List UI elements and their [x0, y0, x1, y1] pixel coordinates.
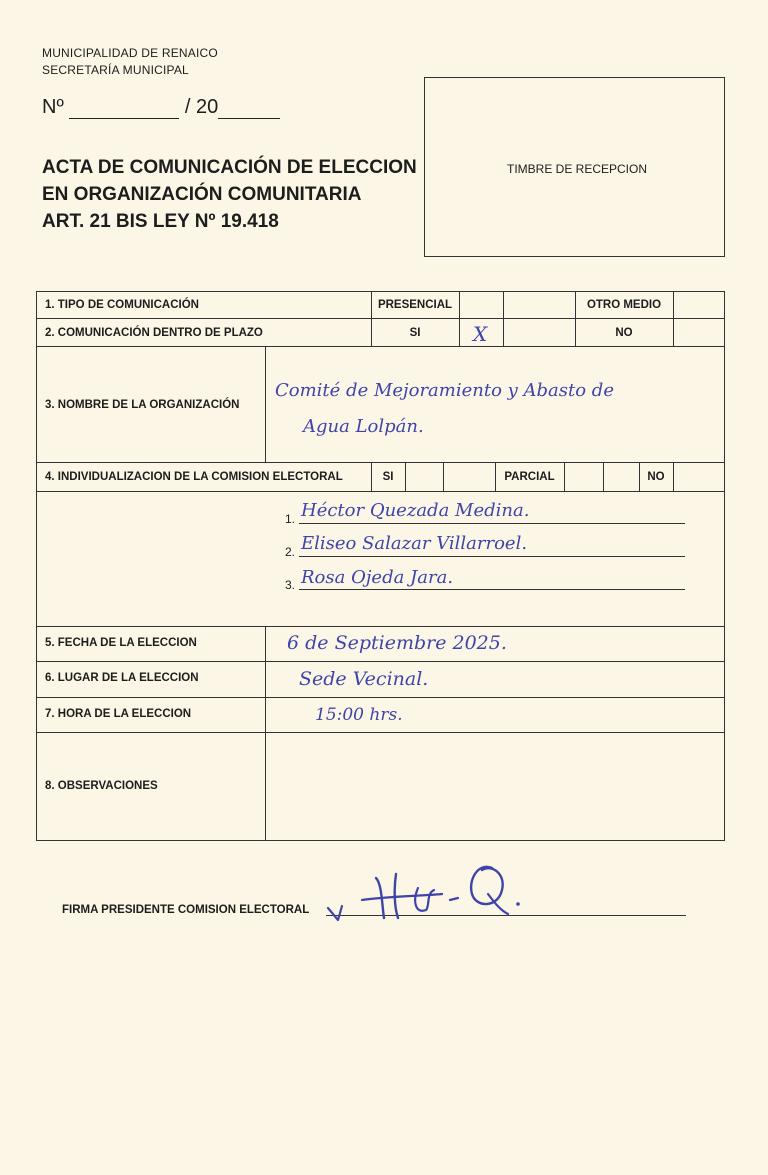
col-divider — [265, 346, 266, 462]
label-organization-name: 3. NOMBRE DE LA ORGANIZACIÓN — [45, 399, 240, 411]
option-presencial: PRESENCIAL — [377, 299, 453, 311]
stamp-label: TIMBRE DE RECEPCION — [507, 162, 648, 176]
row-divider — [37, 346, 724, 347]
member-number: 3. — [285, 578, 296, 592]
handwritten-election-place: Sede Vecinal. — [299, 668, 429, 690]
row-divider — [37, 491, 724, 492]
member-line — [299, 523, 685, 524]
title-line-1: ACTA DE COMUNICACIÓN DE ELECCION — [42, 157, 417, 178]
handwritten-election-date: 6 de Septiembre 2025. — [287, 632, 507, 654]
label-observations: 8. OBSERVACIONES — [45, 780, 158, 792]
col-divider — [673, 292, 674, 346]
label-within-deadline: 2. COMUNICACIÓN DENTRO DE PLAZO — [45, 327, 263, 339]
option-si: SI — [382, 471, 394, 483]
year-separator: / 20 — [184, 96, 219, 118]
option-no: NO — [615, 327, 633, 339]
member-number: 1. — [285, 512, 296, 526]
title-line-3: ART. 21 BIS LEY Nº 19.418 — [42, 211, 279, 232]
label-election-time: 7. HORA DE LA ELECCION — [45, 708, 192, 720]
row-divider — [37, 697, 724, 698]
number-blank — [69, 100, 179, 119]
municipality-name: MUNICIPALIDAD DE RENAICO — [42, 46, 218, 60]
election-form-table — [36, 291, 725, 841]
label-election-date: 5. FECHA DE LA ELECCION — [45, 637, 197, 649]
row-divider — [37, 661, 724, 662]
handwritten-election-time: 15:00 hrs. — [315, 705, 403, 725]
member-line — [299, 556, 685, 557]
row-divider — [37, 318, 724, 319]
reception-stamp-box — [424, 77, 725, 257]
option-si: SI — [409, 327, 421, 339]
signature-label: FIRMA PRESIDENTE COMISION ELECTORAL — [62, 904, 310, 916]
row-divider — [37, 732, 724, 733]
label-communication-type: 1. TIPO DE COMUNICACIÓN — [45, 299, 199, 311]
col-divider — [603, 462, 604, 491]
handwritten-member-name: Héctor Quezada Medina. — [301, 500, 530, 521]
department-name: SECRETARÍA MUNICIPAL — [42, 63, 189, 77]
col-divider — [673, 462, 674, 491]
member-number: 2. — [285, 545, 296, 559]
document-title — [42, 154, 417, 235]
handwritten-organization-name: Comité de Mejoramiento y Abasto de — [275, 380, 614, 401]
handwritten-member-name: Rosa Ojeda Jara. — [301, 567, 454, 588]
col-divider — [564, 462, 565, 491]
row-divider — [37, 462, 724, 463]
label-electoral-commission: 4. INDIVIDUALIZACION DE LA COMISION ELECTORAL — [45, 471, 343, 483]
row-divider — [37, 626, 724, 627]
year-blank — [218, 100, 280, 119]
option-otro-medio: OTRO MEDIO — [586, 299, 662, 311]
handwritten-member-name: Eliseo Salazar Villarroel. — [301, 533, 528, 554]
col-divider — [503, 292, 504, 346]
number-prefix: Nº — [42, 96, 64, 118]
handwritten-organization-name-2: Agua Lolpán. — [303, 416, 424, 437]
option-parcial: PARCIAL — [504, 471, 555, 483]
col-divider — [405, 462, 406, 491]
title-line-2: EN ORGANIZACIÓN COMUNITARIA — [42, 184, 362, 205]
col-divider — [459, 292, 460, 346]
member-line — [299, 589, 685, 590]
document-number — [42, 96, 280, 119]
col-divider — [443, 462, 444, 491]
option-no: NO — [647, 471, 665, 483]
label-election-place: 6. LUGAR DE LA ELECCION — [45, 672, 199, 684]
col-divider — [265, 626, 266, 841]
handwritten-signature — [322, 844, 532, 928]
handwritten-check-mark: X — [473, 322, 488, 346]
